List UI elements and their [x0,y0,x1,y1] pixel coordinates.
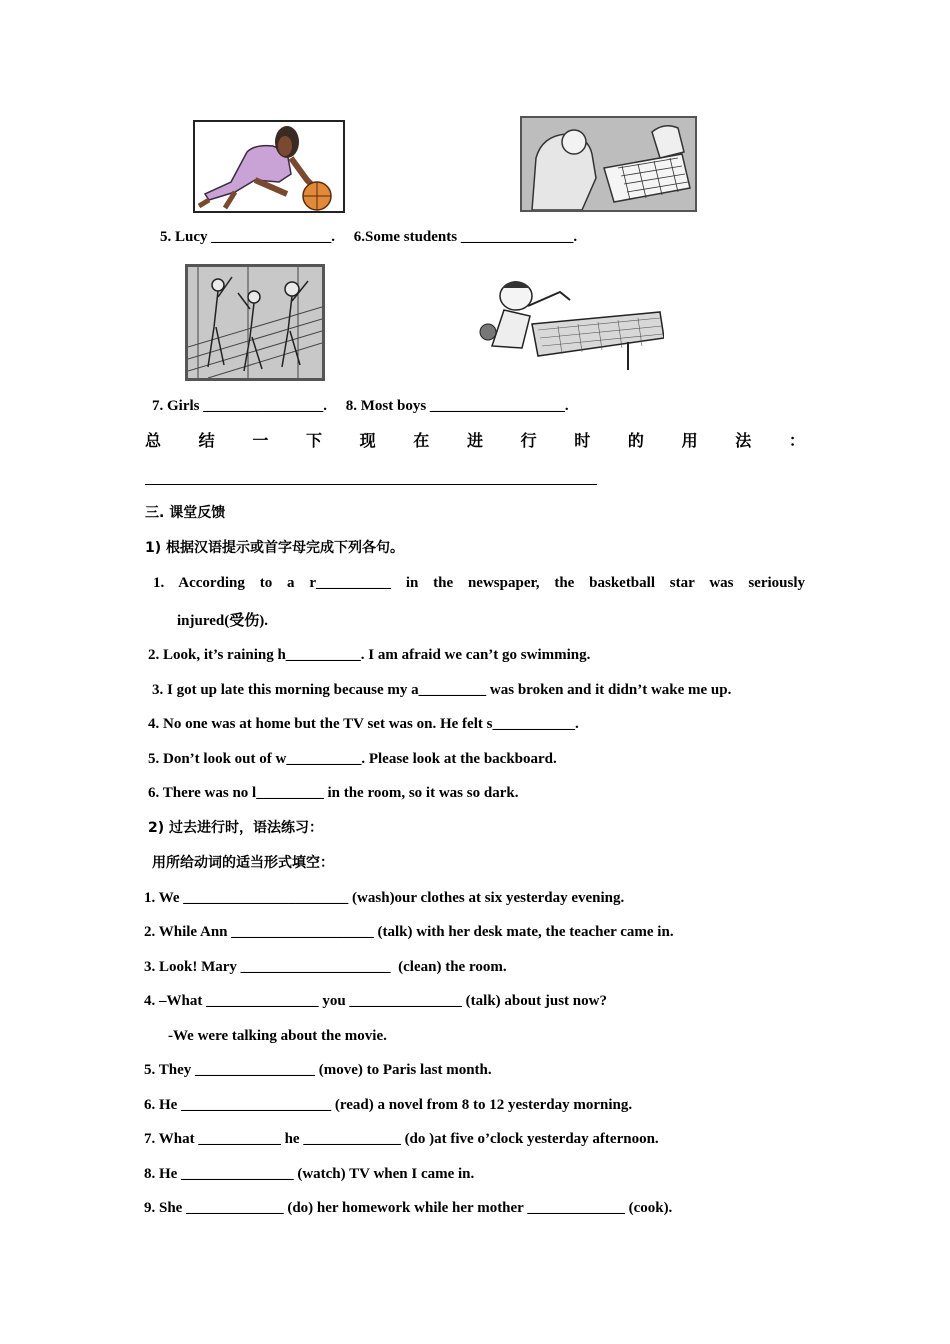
summary-char: 时 [574,431,591,450]
grammar-5: 5. They ________________ (move) to Paris last month. [144,1062,492,1078]
summary-char: 在 [413,431,430,450]
summary-char: ： [788,431,805,450]
summary-char: 进 [466,431,483,450]
exercise-4: 4. No one was at home but the TV set was on. He felt s___________. [148,716,579,732]
summary-prompt [145,430,805,452]
grammar-2: 2. While Ann ___________________ (talk) with her desk mate, the teacher came in. [144,924,674,940]
exercise-1-line-1: 1. According to a r__________ in the newspaper, the basketball star was seriously [153,575,805,591]
grammar-8: 8. He _______________ (watch) TV when I came in. [144,1166,475,1182]
summary-answer-line [145,484,597,485]
summary-char: 一 [252,431,269,450]
summary-char: 现 [359,431,376,450]
picture-caption-row-1: 5. Lucy ________________. 6.Some students _______________. [160,229,578,245]
part-1-title: 1) 根据汉语提示或首字母完成下列各句。 [145,540,405,556]
part-2-instruction: 用所给动词的适当形式填空： [152,855,334,871]
grammar-3: 3. Look! Mary ____________________ (clean) the room. [144,959,507,975]
grammar-4-answer: -We were talking about the movie. [168,1028,387,1044]
picture-8-ping-pong [478,276,664,370]
summary-char: 总 [145,431,162,450]
summary-char: 结 [198,431,215,450]
grammar-4-question: 4. –What _______________ you _______________ (talk) about just now? [144,993,607,1009]
picture-6-chess [520,116,697,212]
picture-caption-row-2: 7. Girls ________________. 8. Most boys __________________. [152,398,569,414]
exercise-2: 2. Look, it’s raining h__________. I am afraid we can’t go swimming. [148,647,591,663]
summary-char: 的 [627,431,644,450]
summary-char: 下 [305,431,322,450]
summary-char: 用 [681,431,698,450]
exercise-3: 3. I got up late this morning because my a_________ was broken and it didn’t wake me up. [152,682,732,698]
exercise-1-line-2: injured(受伤). [177,613,268,629]
exercise-6: 6. There was no l_________ in the room, so it was so dark. [148,785,519,801]
girls-dancing-icon [188,267,322,378]
section-3-heading: 三. 课堂反馈 [145,505,226,521]
grammar-1: 1. We ______________________ (wash)our clothes at six yesterday evening. [144,890,625,906]
basketball-player-icon [195,122,343,211]
grammar-7: 7. What ___________ he _____________ (do )at five o’clock yesterday afternoon. [144,1131,659,1147]
grammar-9: 9. She _____________ (do) her homework while her mother _____________ (cook). [144,1200,673,1216]
students-chess-icon [522,118,695,210]
picture-5-basketball [193,120,345,213]
summary-char: 法 [735,431,752,450]
picture-7-dancing [185,264,325,381]
part-2-title: 2) 过去进行时，语法练习： [148,820,324,836]
exercise-5: 5. Don’t look out of w__________. Please look at the backboard. [148,751,557,767]
boy-ping-pong-icon [478,276,664,370]
summary-char: 行 [520,431,537,450]
grammar-6: 6. He ____________________ (read) a novel from 8 to 12 yesterday morning. [144,1097,633,1113]
